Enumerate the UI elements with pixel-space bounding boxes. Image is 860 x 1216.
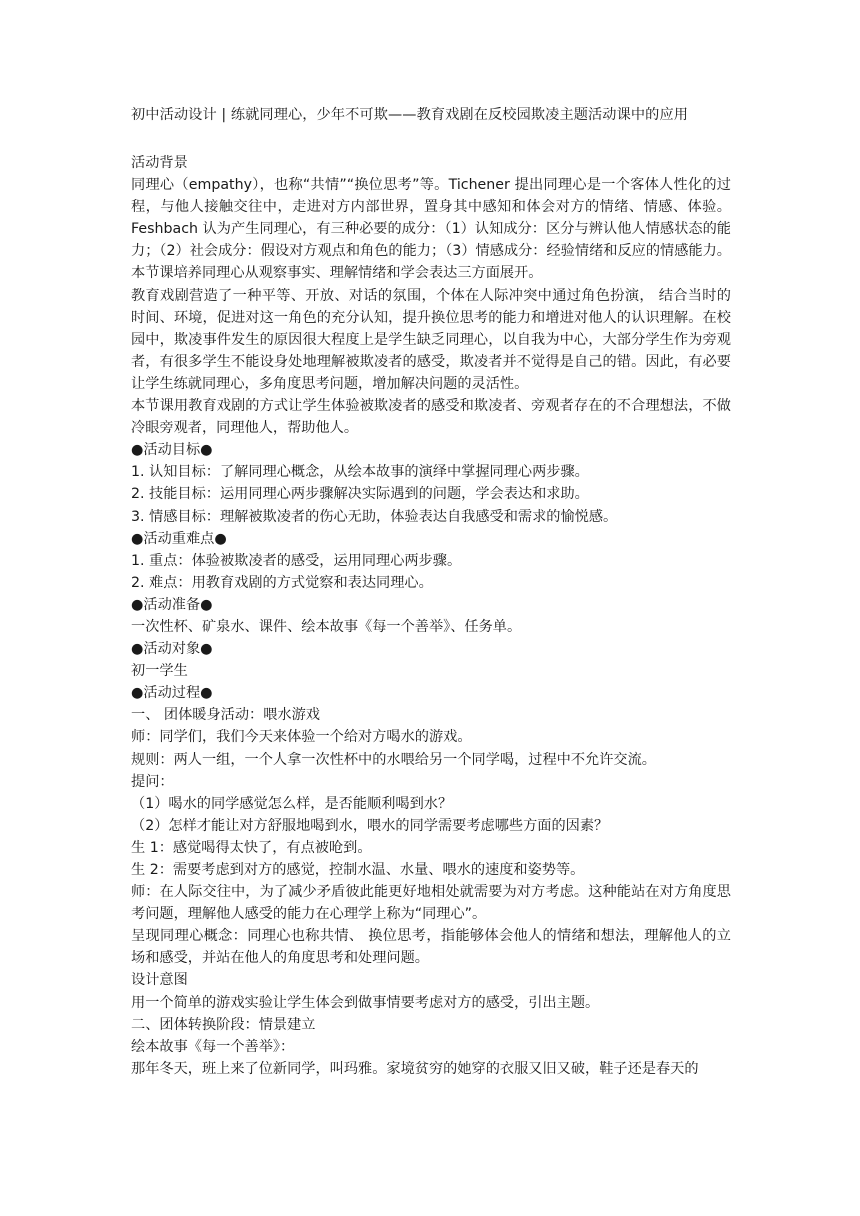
background-paragraph-1: 同理心（empathy），也称“共情”“换位思考”等。Tichener 提出同理心是一个客体人性化的过程，与他人接触交往中，走进对方内部世界，置身其中感知和体会对方的情绪、情感、体验。Feshbach 认为产生同理心，有三种必要的成分：（1）认知成分：区分与辨认他人情感状态的能力；（2）社会成分：假设对方观点和角色的能力；（3）情感成分：经验情绪和反应的情感能力。本节课培养同理心从观察事实、理解情绪和学会表达三方面展开。 xyxy=(131,177,731,282)
process-line: 生 2：需要考虑到对方的感觉，控制水温、水量、喂水的速度和姿势等。 xyxy=(131,862,585,878)
process-line: 师：同学们，我们今天来体验一个给对方喝水的游戏。 xyxy=(131,729,472,746)
teacher-summary-paragraph: 师：在人际交往中，为了减少矛盾彼此能更好地相处就需要为对方考虑。这种能站在对方角度思考问题，理解他人感受的能力在心理学上称为“同理心”。 xyxy=(131,884,731,923)
goal-item: 3. 情感目标：理解被欺凌者的伤心无助，体验表达自我感受和需求的愉悦感。 xyxy=(131,508,618,525)
goal-item: 2. 技能目标：运用同理心两步骤解决实际遇到的问题，学会表达和求助。 xyxy=(131,486,589,503)
section-heading-background: 活动背景 xyxy=(131,155,188,171)
story-text: 那年冬天，班上来了位新同学，叫玛雅。家境贫穷的她穿的衣服又旧又破，鞋子还是春天的 xyxy=(131,1060,699,1077)
process-line: 提问： xyxy=(131,773,174,790)
process-line: （2）怎样才能让对方舒服地喝到水，喂水的同学需要考虑哪些方面的因素？ xyxy=(131,817,609,834)
design-text: 用一个简单的游戏实验让学生体会到做事情要考虑对方的感受，引出主题。 xyxy=(131,994,600,1011)
process-line: （1）喝水的同学感觉怎么样，是否能顺利喝到水？ xyxy=(131,795,453,812)
process-line: 一、 团体暖身活动：喂水游戏 xyxy=(131,707,320,724)
section-heading-key-points: ●活动重难点● xyxy=(131,530,227,547)
section-heading-goals: ●活动目标● xyxy=(131,442,213,459)
story-title: 绘本故事《每一个善举》： xyxy=(131,1038,295,1055)
background-paragraph-2: 教育戏剧营造了一种平等、开放、对话的氛围，个体在人际冲突中通过角色扮演， 结合当时的时间、环境，促进对这一角色的充分认知，提升换位思考的能力和增进对他人的认识理解。在校园中，欺凌事件发生的原因很大程度上是学生缺乏同理心，以自我为中心，大部分学生作为旁观者，有很多学生不能设身处地理解被欺凌者的感受，欺凌者并不觉得是自己的错。因此，有必要让学生练就同理心，多角度思考问题，增加解决问题的灵活性。 xyxy=(131,287,731,392)
document-title: 初中活动设计 | 练就同理心，少年不可欺——教育戏剧在反校园欺凌主题活动课中的应用 xyxy=(131,107,689,123)
key-point-item: 1. 重点：体验被欺凌者的感受，运用同理心两步骤。 xyxy=(131,552,462,569)
concept-paragraph: 呈现同理心概念：同理心也称共情、 换位思考，指能够体会他人的情绪和想法，理解他人的立场和感受，并站在他人的角度思考和处理问题。 xyxy=(131,928,731,967)
section-heading-preparation: ●活动准备● xyxy=(131,596,213,613)
section-heading-audience: ●活动对象● xyxy=(131,641,213,658)
document-page xyxy=(131,104,731,1080)
background-paragraph-3: 本节课用教育戏剧的方式让学生体验被欺凌者的感受和欺凌者、旁观者存在的不合理想法，不做冷眼旁观者，同理他人，帮助他人。 xyxy=(131,398,731,437)
key-point-item: 2. 难点：用教育戏剧的方式觉察和表达同理心。 xyxy=(131,574,433,591)
process-line: 规则：两人一组，一个人拿一次性杯中的水喂给另一个同学喝，过程中不允许交流。 xyxy=(131,751,656,768)
goal-item: 1. 认知目标：了解同理心概念，从绘本故事的演绎中掌握同理心两步骤。 xyxy=(131,464,589,481)
section-heading-stage-two: 二、团体转换阶段：情景建立 xyxy=(131,1016,316,1033)
section-heading-design: 设计意图 xyxy=(131,972,188,989)
audience-text: 初一学生 xyxy=(131,663,188,680)
process-line: 生 1：感觉喝得太快了，有点被呛到。 xyxy=(131,839,372,856)
section-heading-process: ●活动过程● xyxy=(131,685,213,702)
preparation-text: 一次性杯、矿泉水、课件、绘本故事《每一个善举》、任务单。 xyxy=(131,618,522,635)
